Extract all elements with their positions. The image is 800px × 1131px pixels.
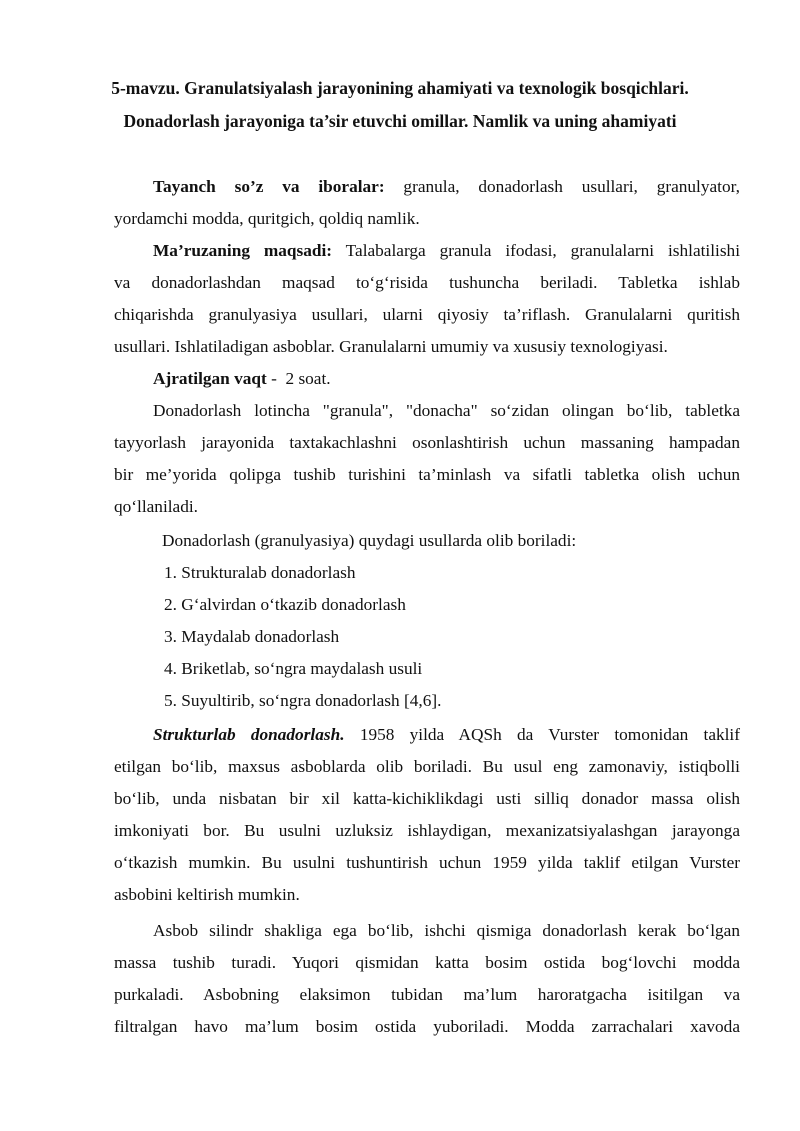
struct-line-2: etilgan bo‘lib, maxsus asboblarda olib boriladi. Bu usul eng zamonaviy, istiqbolli [114,757,740,776]
time-label: Ajratilgan vaqt [153,369,267,388]
device-line-4: filtralgan havo ma’lum bosim ostida yuboriladi. Modda zarrachalari xavoda [114,1017,740,1036]
time-line [153,369,740,389]
struct-text: 1958 yilda AQSh da Vurster tomonidan taklif [359,725,740,744]
device-line-1: Asbob silindr shakliga ega bo‘lib, ishchi qismiga donadorlash kerak bo‘lgan [153,921,740,940]
title-line-2: Donadorlash jarayoniga ta’sir etuvchi omillar. Namlik va uning ahamiyati [123,111,677,131]
intro-line-4: qo‘llaniladi. [114,497,198,516]
struct-label: Strukturlab donadorlash. [153,725,345,744]
struct-line-6: asbobini keltirish mumkin. [114,885,300,904]
purpose-text: Talabalarga granula ifodasi, granulalarni ishlatilishi [345,241,741,260]
struct-line-4: imkoniyati bor. Bu usulni uzluksiz ishlaydigan, mexanizatsiyalashgan jarayonga [114,821,740,840]
methods-item-1: 1. Strukturalab donadorlash [164,563,356,582]
keywords-label: Tayanch so’z va iboralar: [153,177,385,196]
intro-line-1: Donadorlash lotincha "granula", "donacha" so‘zidan olingan bo‘lib, tabletka [153,401,740,420]
methods-item-2: 2. G‘alvirdan o‘tkazib donadorlash [164,595,406,614]
purpose-line-1 [153,241,740,261]
keywords-line-2: yordamchi modda, quritgich, qoldiq namlik. [114,209,420,228]
methods-item-4: 4. Briketlab, so‘ngra maydalash usuli [164,659,423,678]
purpose-line-2: va donadorlashdan maqsad to‘g‘risida tushuncha beriladi. Tabletka ishlab [114,273,740,292]
title-line-1: 5-mavzu. Granulatsiyalash jarayonining ahamiyati va texnologik bosqichlari. [111,78,689,98]
struct-line-5: o‘tkazish mumkin. Bu usulni tushuntirish uchun 1959 yilda taklif etilgan Vurster [114,853,740,872]
device-line-3: purkaladi. Asbobning elaksimon tubidan ma’lum haroratgacha isitilgan va [114,985,740,1004]
intro-line-3: bir me’yorida qolipga tushib turishini ta’minlash va sifatli tabletka olish uchun [114,465,740,484]
methods-item-3: 3. Maydalab donadorlash [164,627,340,646]
methods-heading: Donadorlash (granulyasiya) quydagi usullarda olib boriladi: [162,531,577,550]
time-value: - 2 soat. [266,369,331,388]
purpose-label: Ma’ruzaning maqsadi: [153,241,333,260]
intro-line-2: tayyorlash jarayonida taxtakachlashni osonlashtirish uchun massaning hampadan [114,433,740,452]
keywords-text: granula, donadorlash usullari, granulyator, [403,177,740,196]
struct-line-3: bo‘lib, unda nisbatan bir xil katta-kichiklikdagi usti silliq donador massa olish [114,789,740,808]
purpose-line-4: usullari. Ishlatiladigan asboblar. Granulalarni umumiy va xususiy texnologiyasi. [114,337,668,356]
struct-line-1 [153,725,740,745]
device-line-2: massa tushib turadi. Yuqori qismidan katta bosim ostida bog‘lovchi modda [114,953,740,972]
purpose-line-3: chiqarishda granulyasiya usullari, ularni qiyosiy ta’riflash. Granulalarni quritish [114,305,740,324]
keywords-line-1 [153,177,740,197]
methods-item-5: 5. Suyultirib, so‘ngra donadorlash [4,6]. [164,691,442,710]
